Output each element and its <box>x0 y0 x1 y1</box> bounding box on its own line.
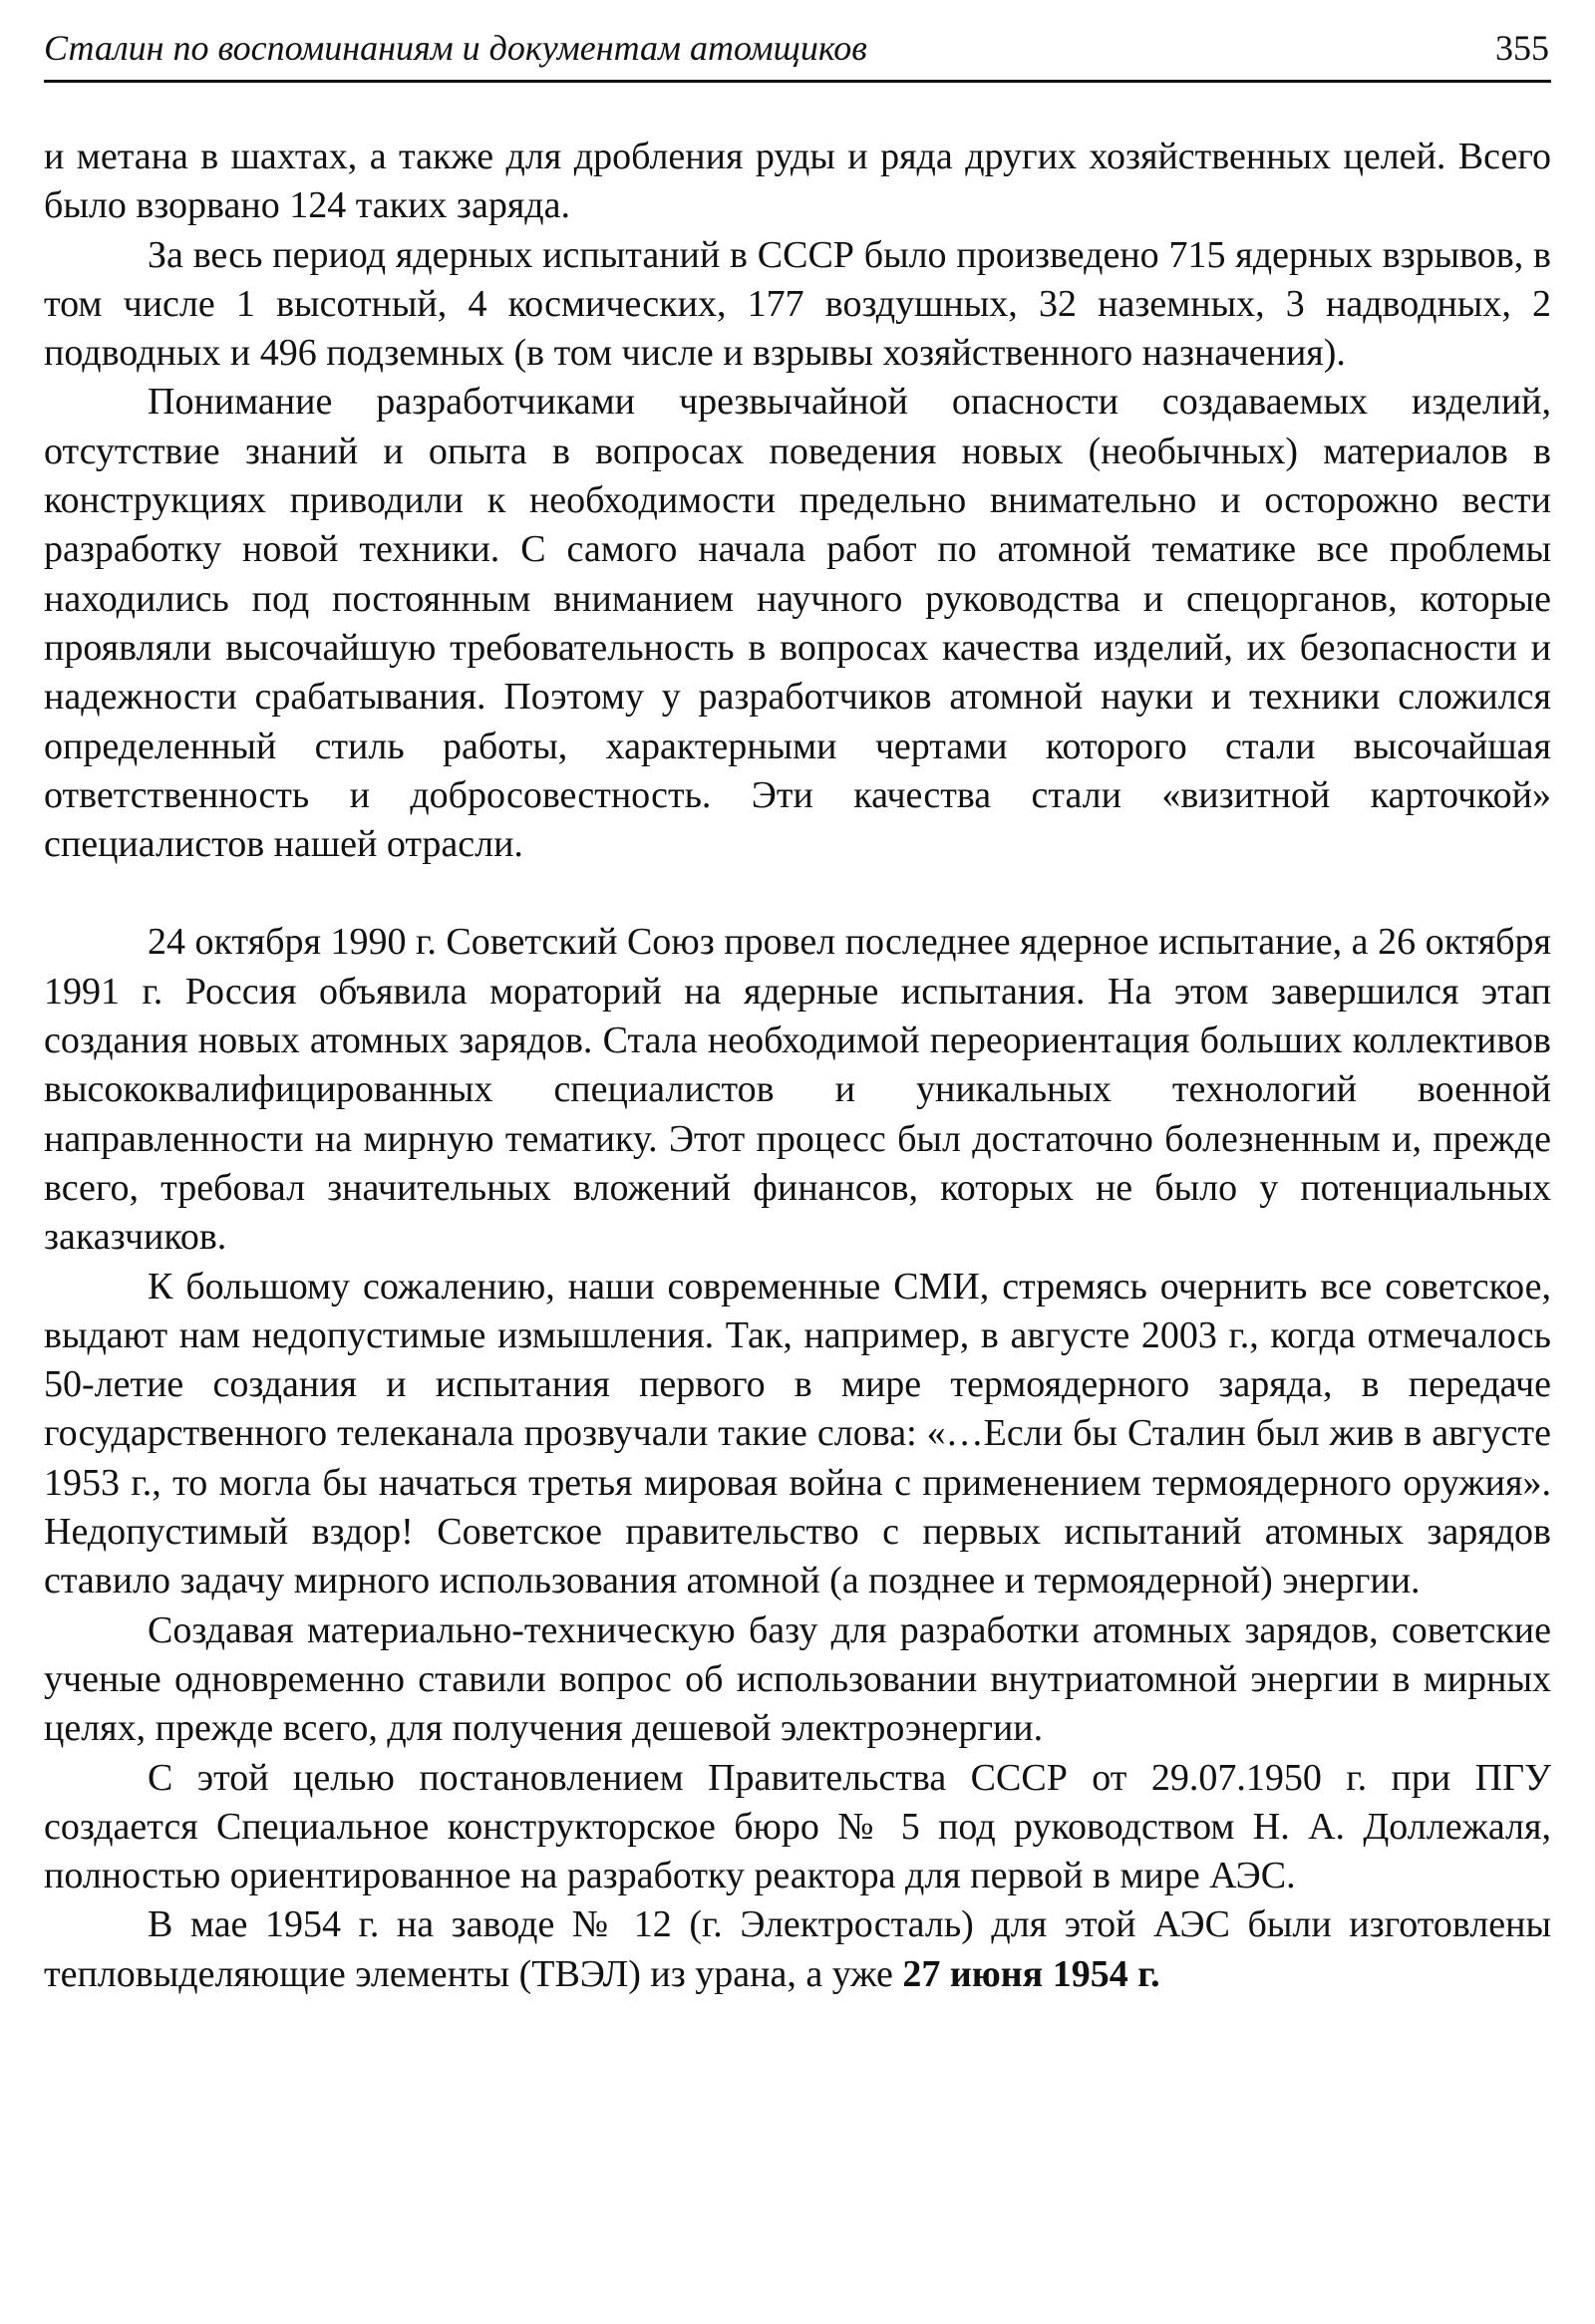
paragraph-4: 24 октября 1990 г. Советский Союз провел последнее ядерное испытание, а 26 октября 1991 г. Россия объявила мораторий на ядерные испытания. На этом завершился этап создания новых атомных зарядов. Стала необходимой переориентация больших коллективов высококвалифицированных специалистов и уникальных технологий военной направленности на мирную тематику. Этот процесс был достаточно болезненным и, прежде всего, требовал значительных вложений финансов, которых не было у потенциальных заказчиков. <box>44 921 1551 1259</box>
page-number: 355 <box>1495 28 1549 68</box>
paragraph-8-bold-date: 27 июня 1954 г. <box>902 1952 1160 1995</box>
paragraph-2: За весь период ядерных испытаний в СССР было произведено 715 ядерных взрывов, в том числе 1 высотный, 4 космических, 177 воздушных, 32 наземных, 3 надводных, 2 подводных и 496 подземных (в том числе и взрывы хозяйственного назначения). <box>44 233 1551 375</box>
running-title: Сталин по воспоминаниям и документам атомщиков <box>44 28 867 68</box>
paragraph-7: С этой целью постановлением Правительства СССР от 29.07.1950 г. при ПГУ создается Специальное конструкторское бюро № 5 под руководством Н. А. Доллежаля, полностью ориентированное на разработку реактора для первой в мире АЭС. <box>44 1756 1551 1897</box>
section-gap <box>44 869 1551 918</box>
paragraph-8-text: В мае 1954 г. на заводе № 12 (г. Электросталь) для этой АЭС были изготовлены тепловыделяющие элементы (ТВЭЛ) из урана, а уже <box>44 1903 1551 1995</box>
body-text <box>44 133 1551 1999</box>
running-head <box>44 24 1551 74</box>
document-page <box>44 24 1551 1999</box>
header-rule <box>44 80 1551 83</box>
paragraph-5: К большому сожалению, наши современные СМИ, стремясь очернить все советское, выдают нам недопустимые измышления. Так, например, в августе 2003 г., когда отмечалось 50-летие создания и испытания первого в мире термоядерного заряда, в передаче государственного телеканала прозвучали такие слова: «…Если бы Сталин был жив в августе 1953 г., то могла бы начаться третья мировая война с применением термоядерного оружия». Недопустимый вздор! Советское правительство с первых испытаний атомных зарядов ставило задачу мирного использования атомной (а позднее и термоядерной) энергии. <box>44 1265 1551 1602</box>
paragraph-3: Понимание разработчиками чрезвычайной опасности создаваемых изделий, отсутствие знаний и опыта в вопросах поведения новых (необычных) материалов в конструкциях приводили к необходимости предельно внимательно и осторожно вести разработку новой техники. С самого начала работ по атомной тематике все проблемы находились под постоянным вниманием научного руководства и спецорганов, которые проявляли высочайшую требовательность в вопросах качества изделий, их безопасности и надежности срабатывания. Поэтому у разработчиков атомной науки и техники сложился определенный стиль работы, характерными чертами которого стали высочайшая ответственность и добросовестность. Эти качества стали «визитной карточкой» специалистов нашей отрасли. <box>44 381 1551 866</box>
paragraph-1: и метана в шахтах, а также для дробления руды и ряда других хозяйственных целей. Всего было взорвано 124 таких заряда. <box>44 136 1551 227</box>
paragraph-8 <box>44 1900 1551 1999</box>
paragraph-6: Создавая материально-техническую базу для разработки атомных зарядов, советские ученые одновременно ставили вопрос об использовании внутриатомной энергии в мирных целях, прежде всего, для получения дешевой электроэнергии. <box>44 1608 1551 1750</box>
